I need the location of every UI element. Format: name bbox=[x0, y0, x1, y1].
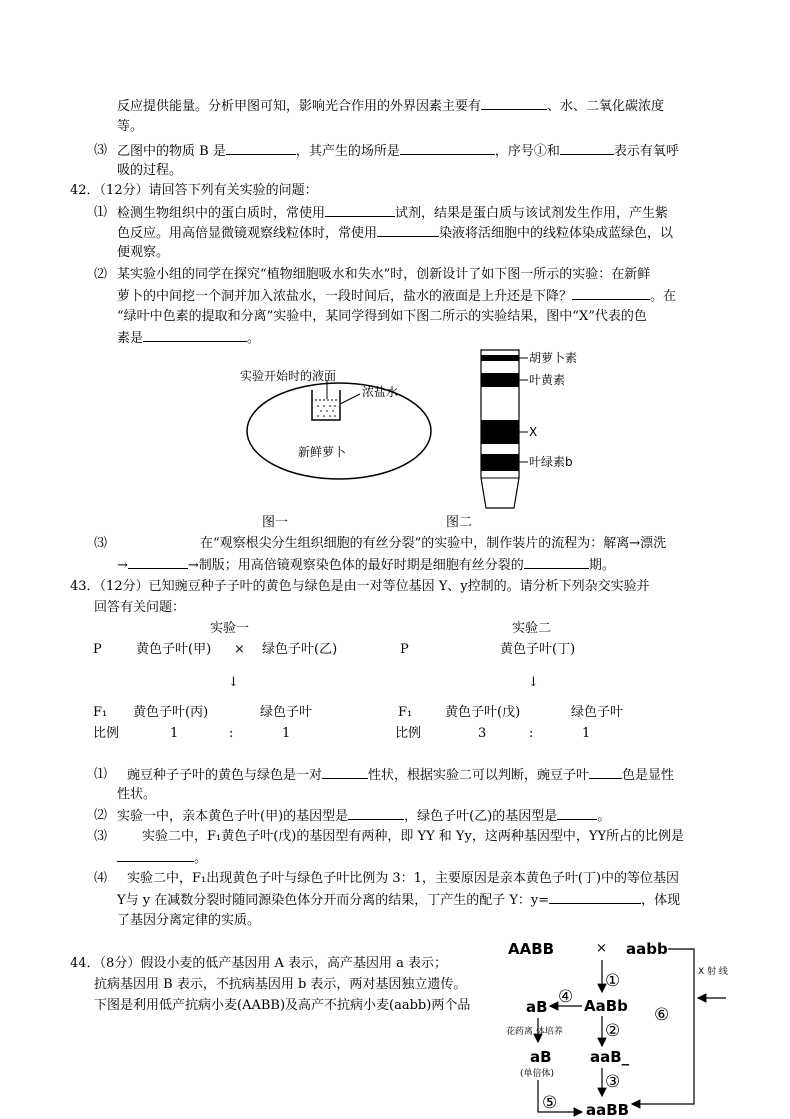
label-initial-level: 实验开始时的液面 bbox=[240, 369, 337, 383]
exp1-arrow: ↓ bbox=[228, 675, 239, 690]
step-4: ④ bbox=[558, 987, 574, 1007]
q42-s3-line1: 在“观察根尖分生组织细胞的有丝分裂”的实验中，制作装片的流程为：解离→漂洗 bbox=[200, 536, 667, 551]
cross-symbol: × bbox=[596, 941, 607, 956]
band-carotene bbox=[481, 355, 519, 361]
q42-s2-line3: “绿叶中色素的提取和分离”实验中，某同学得到如下图二所示的实验结果，图中“X”代表的色 bbox=[117, 309, 647, 324]
label-fresh-radish: 新鲜萝卜 bbox=[298, 445, 347, 459]
q41-line1: 反应提供能量。分析甲图可知，影响光合作用的外界因素主要有 、水、二氧化碳浓度 bbox=[117, 96, 664, 117]
label-chlorophyll-b: 叶绿素b bbox=[529, 455, 573, 469]
label-carotene: 胡萝卜素 bbox=[529, 351, 578, 365]
exp2-ratio-1: 1 bbox=[582, 726, 591, 741]
q42-s2-line1: 某实验小组的同学在探究“植物细胞吸水和失水”时，创新设计了如下图一所示的实验：在新鲜 bbox=[117, 267, 651, 282]
q41-s3-number: ⑶ bbox=[94, 143, 108, 158]
breeding-diagram bbox=[498, 934, 728, 1119]
figure-radish-experiment bbox=[240, 366, 440, 494]
exp2-arrow: ↓ bbox=[528, 675, 539, 690]
q43-s1-number: ⑴ bbox=[94, 767, 108, 782]
exp2-title: 实验二 bbox=[512, 621, 552, 636]
blank-dominant-color[interactable] bbox=[589, 765, 622, 779]
figure1-caption: 图一 bbox=[262, 515, 289, 530]
exp1-f1-label: F₁ bbox=[93, 705, 108, 720]
blank-trait-type[interactable] bbox=[322, 765, 368, 779]
exp2-ratio-3: 3 bbox=[478, 726, 487, 741]
exp1-child-green: 绿色子叶 bbox=[260, 705, 313, 720]
exp1-parent-jia: 黄色子叶(甲) bbox=[136, 642, 212, 657]
label-haploid: (单倍体) bbox=[520, 1069, 555, 1079]
step-2: ② bbox=[605, 1021, 621, 1041]
q44-line2: 抗病基因用 B 表示，不抗病基因用 b 表示，两对基因独立遗传。 bbox=[94, 977, 467, 992]
blank-genotype-jia[interactable] bbox=[348, 806, 404, 820]
exp1-cross-symbol: × bbox=[234, 642, 245, 657]
q44-line1: 44．（8分）假设小麦的低产基因用 A 表示，高产基因用 a 表示； bbox=[70, 956, 447, 971]
q43-s4-line3: 了基因分离定律的实质。 bbox=[117, 913, 261, 928]
exp2-ratio-colon: : bbox=[529, 726, 534, 741]
figure-chromatography bbox=[476, 346, 616, 512]
label-salt-water: 浓盐水 bbox=[362, 385, 399, 399]
q43-heading-line1: 43．（12分）已知豌豆种子子叶的黄色与绿色是由一对等位基因 Y、y控制的。请分析下列杂交实验并 bbox=[70, 579, 650, 594]
blank-yy-ratio[interactable] bbox=[117, 848, 194, 862]
blank-staining-step[interactable] bbox=[128, 555, 188, 569]
gamete-ab: aB bbox=[526, 998, 548, 1016]
step-6: ⑥ bbox=[654, 1005, 670, 1025]
exp1-parent-yi: 绿色子叶(乙) bbox=[262, 642, 338, 657]
exp2-p-label: P bbox=[400, 642, 409, 657]
label-xanthophyll: 叶黄素 bbox=[529, 373, 566, 387]
q42-heading: 42．（12分）请回答下列有关实验的问题： bbox=[70, 183, 318, 198]
blank-pigment-x[interactable] bbox=[143, 328, 247, 342]
haploid-ab: aB bbox=[530, 1048, 552, 1066]
parent-aabb-low: AABB bbox=[508, 940, 555, 958]
blank-site[interactable] bbox=[400, 141, 495, 155]
q43-s1-line1: 豌豆种子子叶的黄色与绿色是一对 性状，根据实验二可以判断，豌豆子叶 色是显性 bbox=[127, 765, 674, 786]
q41-s3-line1: 乙图中的物质 B 是 ，其产生的场所是 ，序号①和 表示有氧呼 bbox=[117, 141, 679, 162]
q43-s3-number: ⑶ bbox=[94, 829, 108, 844]
q41-line2: 等。 bbox=[117, 119, 144, 134]
q42-s3-number: ⑶ bbox=[94, 536, 108, 551]
q42-s2-number: ⑵ bbox=[94, 267, 108, 282]
band-x bbox=[481, 420, 519, 444]
q44-line3: 下图是利用低产抗病小麦(AABB)及高产不抗病小麦(aabb)两个品 bbox=[94, 998, 471, 1013]
q42-s1-number: ⑴ bbox=[94, 205, 108, 220]
q42-s1-line1: 检测生物组织中的蛋白质时，常使用 试剂，结果是蛋白质与该试剂发生作用，产生紫 bbox=[117, 203, 668, 224]
arrow-step6 bbox=[632, 949, 694, 1104]
blank-substance-b[interactable] bbox=[226, 141, 296, 155]
q42-s1-line3: 便观察。 bbox=[117, 245, 170, 260]
exp1-ratio-2: 1 bbox=[282, 726, 291, 741]
q43-s2-line: 实验一中，亲本黄色子叶(甲)的基因型是 ，绿色子叶(乙)的基因型是 。 bbox=[117, 806, 610, 827]
exp1-ratio-colon: : bbox=[229, 726, 234, 741]
q43-s4-line2: Y与 y 在减数分裂时随同源染色体分开而分离的结果，丁产生的配子 Y：y= ，体现 bbox=[117, 890, 680, 911]
exp2-f1-label: F₁ bbox=[398, 705, 413, 720]
exp1-title: 实验一 bbox=[210, 621, 250, 636]
q43-heading-line2: 回答有关问题： bbox=[94, 600, 186, 615]
q43-s3-line1: 实验二中，F₁黄色子叶(戊)的基因型有两种，即 YY 和 Yy，这两种基因型中，YY所占的比例是 bbox=[142, 829, 685, 844]
genotype-aab: aaB_ bbox=[590, 1048, 630, 1066]
blank-gamete-ratio[interactable] bbox=[549, 890, 641, 904]
q43-s2-number: ⑵ bbox=[94, 808, 108, 823]
label-anther-culture: 花药离 体培养 bbox=[506, 1027, 563, 1037]
blank-genotype-yi[interactable] bbox=[557, 806, 597, 820]
blank-liquid-level[interactable] bbox=[572, 286, 650, 300]
exp1-ratio-1: 1 bbox=[170, 726, 179, 741]
exp1-ratio-label: 比例 bbox=[93, 726, 120, 741]
label-x: X bbox=[529, 425, 538, 439]
blank-reagent[interactable] bbox=[325, 203, 395, 217]
q42-s1-line2: 色反应。用高倍显微镜观察线粒体时，常使用 染液将活细胞中的线粒体染成蓝绿色，以 bbox=[117, 223, 673, 244]
exp2-child-wu: 黄色子叶(戊) bbox=[445, 705, 521, 720]
step-5: ⑤ bbox=[542, 1093, 558, 1113]
hybrid-aabb: AaBb bbox=[584, 997, 628, 1015]
step-3: ③ bbox=[605, 1072, 621, 1092]
parent-aabb-high: aabb bbox=[626, 940, 668, 958]
label-x-ray: X 射 线 bbox=[698, 967, 728, 977]
blank-sequence[interactable] bbox=[560, 141, 614, 155]
q43-s4-number: ⑷ bbox=[94, 871, 108, 886]
exp2-ratio-label: 比例 bbox=[395, 726, 422, 741]
band-xanthophyll bbox=[481, 373, 519, 387]
blank-env-factor[interactable] bbox=[481, 96, 547, 110]
exp1-child-bing: 黄色子叶(丙) bbox=[133, 705, 209, 720]
q42-s3-line2: → →制版；用高倍镜观察染色体的最好时期是细胞有丝分裂的 期。 bbox=[117, 555, 615, 576]
q43-s1-line2: 性状。 bbox=[117, 787, 157, 802]
exp1-p-label: P bbox=[93, 642, 102, 657]
blank-stain[interactable] bbox=[377, 223, 439, 237]
band-chlorophyll-b bbox=[481, 454, 519, 471]
step-1: ① bbox=[605, 971, 621, 991]
q43-s3-line2: 。 bbox=[117, 848, 207, 869]
q42-s2-line4: 素是 。 bbox=[117, 328, 260, 349]
figure2-caption: 图二 bbox=[446, 515, 473, 530]
exp2-child-green: 绿色子叶 bbox=[571, 705, 624, 720]
exp2-parent-ding: 黄色子叶(丁) bbox=[500, 642, 576, 657]
q41-s3-line2: 吸的过程。 bbox=[117, 163, 183, 178]
final-aabb: aaBB bbox=[586, 1101, 630, 1119]
q42-s2-line2: 萝卜的中间挖一个洞并加入浓盐水，一段时间后，盐水的液面是上升还是下降？ 。在 bbox=[117, 286, 676, 307]
blank-mitosis-phase[interactable] bbox=[524, 555, 589, 569]
q43-s4-line1: 实验二中，F₁出现黄色子叶与绿色子叶比例为 3：1，主要原因是亲本黄色子叶(丁)中的等位基因 bbox=[127, 871, 680, 886]
